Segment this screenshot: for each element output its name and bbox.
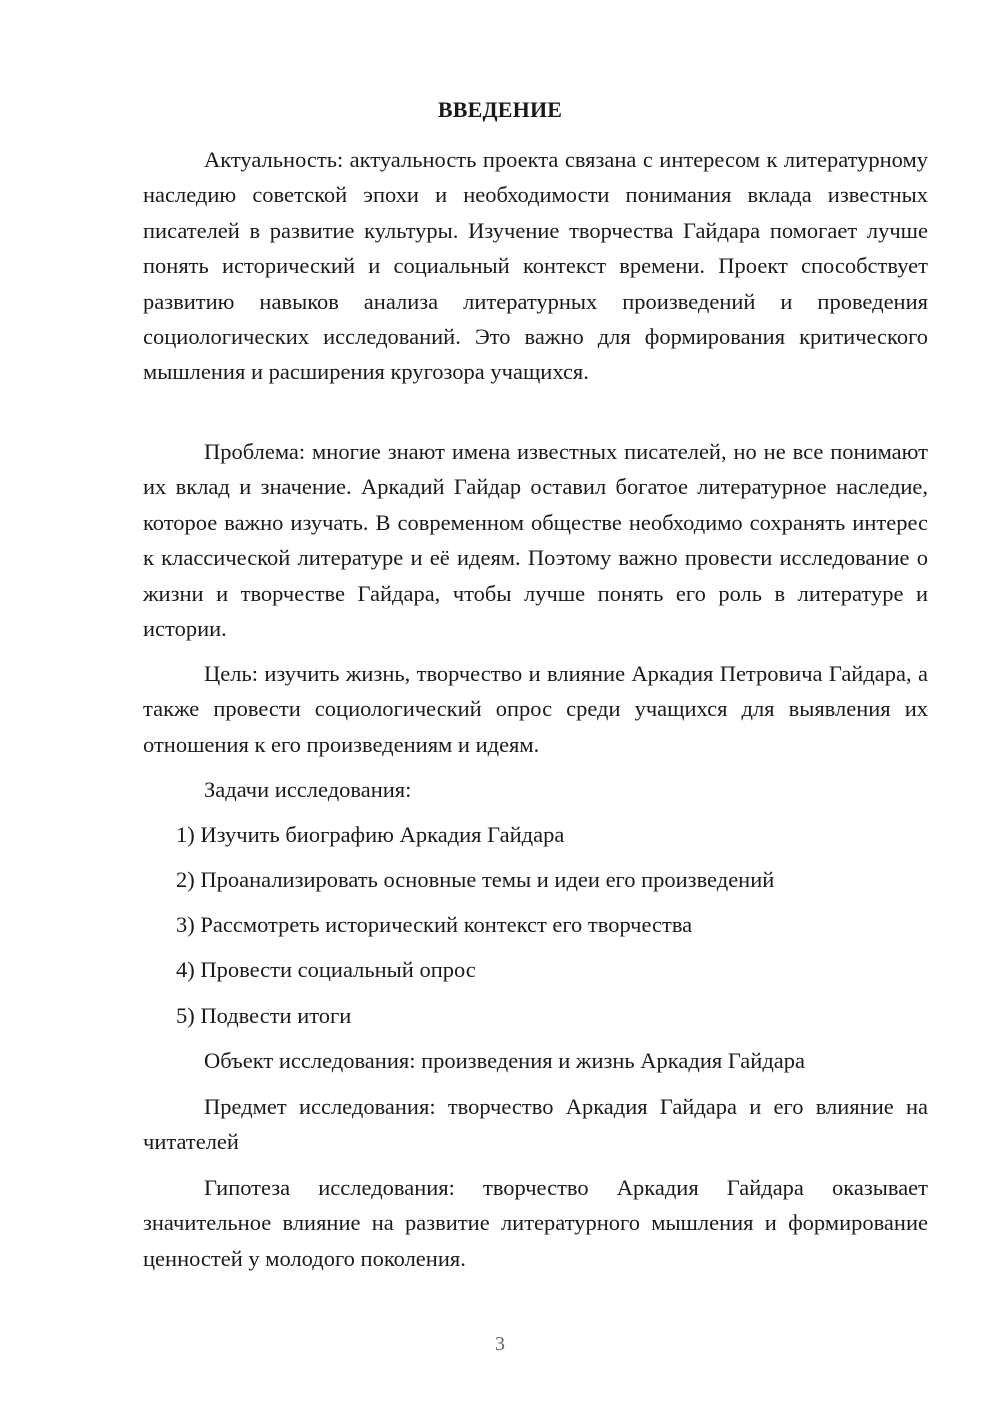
task-item: 3) Рассмотреть исторический контекст его творчества xyxy=(176,912,693,937)
section-title: ВВЕДЕНИЕ xyxy=(437,97,563,122)
tasks-heading: Задачи исследования: xyxy=(204,777,412,802)
goal-paragraph: Цель: изучить жизнь, творчество и влияние Аркадия Петровича Гайдара, а также провести социологический опрос среди учащихся для выявления их отношения к его произведениям и идеям. xyxy=(143,661,928,757)
problem-paragraph: Проблема: многие знают имена известных писателей, но не все понимают их вклад и значение. Аркадий Гайдар оставил богатое литературное наследие, которое важно изучать. В современном обществе необходимо сохранять интерес к классической литературе и её идеям. Поэтому важно провести исследование о жизни и творчестве Гайдара, чтобы лучше понять его роль в литературе и истории. xyxy=(143,439,928,642)
subject-paragraph: Предмет исследования: творчество Аркадия Гайдара и его влияние на читателей xyxy=(143,1094,928,1155)
object-line: Объект исследования: произведения и жизнь Аркадия Гайдара xyxy=(204,1048,805,1073)
relevance-paragraph: Актуальность: актуальность проекта связана с интересом к литературному наследию советской эпохи и необходимости понимания вклада известных писателей в развитие культуры. Изучение творчества Гайдара помогает лучше понять исторический и социальный контекст времени. Проект способствует развитию навыков анализа литературных произведений и проведения социологических исследований. Это важно для формирования критического мышления и расширения кругозора учащихся. xyxy=(143,147,928,385)
page-number: 3 xyxy=(495,1333,505,1355)
task-item: 4) Провести социальный опрос xyxy=(176,957,476,982)
task-item: 5) Подвести итоги xyxy=(176,1003,352,1028)
task-item: 1) Изучить биографию Аркадия Гайдара xyxy=(176,822,565,847)
task-item: 2) Проанализировать основные темы и идеи его произведений xyxy=(176,867,775,892)
hypothesis-paragraph: Гипотеза исследования: творчество Аркадия Гайдара оказывает значительное влияние на развитие литературного мышления и формирование ценностей у молодого поколения. xyxy=(143,1175,928,1271)
